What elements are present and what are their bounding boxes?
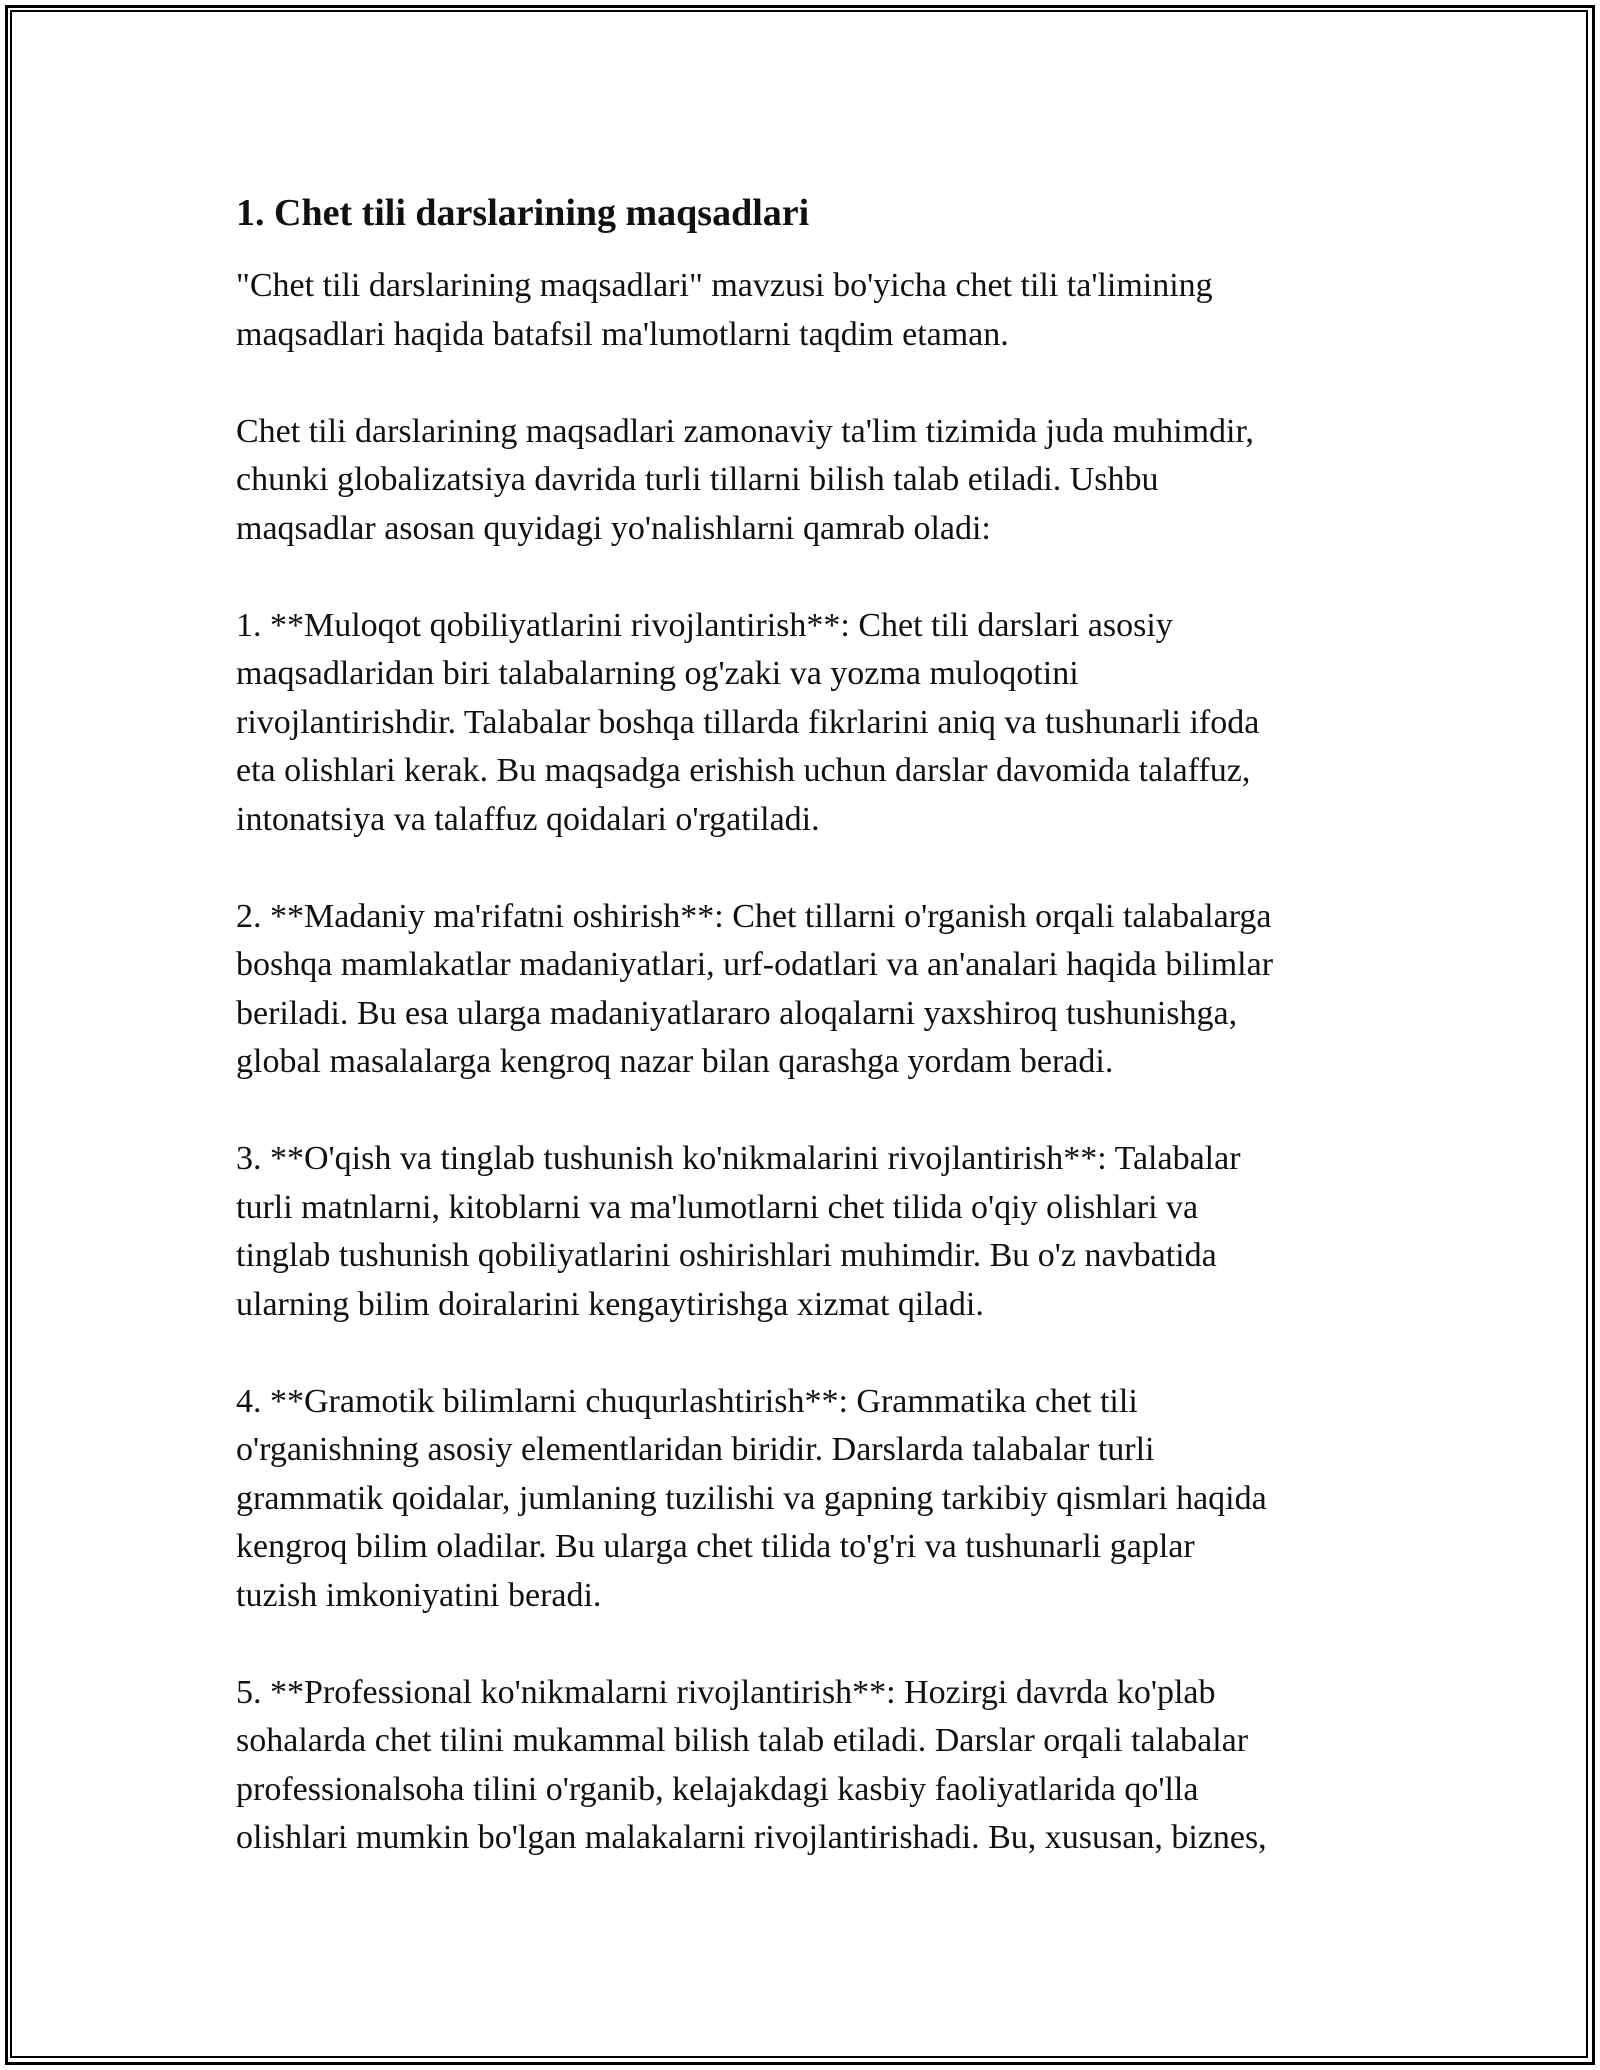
document-page: [236, 186, 1386, 1911]
paragraph-item-1: 1. **Muloqot qobiliyatlarini rivojlantirish**: Chet tili darslari asosiy maqsadlaridan biri talabalarning og'zaki va yozma muloqotini rivojlantirishdir. Talabalar boshqa tillarda fikrlarini aniq va tushunarli ifoda eta olishlari kerak. Bu maqsadga erishish uchun darslar davomida talaffuz, intonatsiya va talaffuz qoidalari o'rgatiladi.: [236, 606, 1260, 838]
document-title: 1. Chet tili darslarining maqsadlari: [236, 192, 810, 234]
paragraph-item-5: 5. **Professional ko'nikmalarni rivojlantirish**: Hozirgi davrda ko'plab sohalarda chet tilini mukammal bilish talab etiladi. Darslar orqali talabalar professionalsoha tilini o'rganib, kelajakdagi kasbiy faoliyatlarida qo'lla olishlari mumkin bo'lgan malakalarni rivojlantirishadi. Bu, xususan, biznes,: [236, 1673, 1267, 1856]
paragraph-item-2: 2. **Madaniy ma'rifatni oshirish**: Chet tillarni o'rganish orqali talabalarga boshqa mamlakatlar madaniyatlari, urf-odatlari va an'analari haqida bilimlar beriladi. Bu esa ularga madaniyatlararo aloqalarni yaxshiroq tushunishga, global masalalarga kengroq nazar bilan qarashga yordam beradi.: [236, 897, 1274, 1080]
paragraph-overview: Chet tili darslarining maqsadlari zamonaviy ta'lim tizimida juda muhimdir, chunki globalizatsiya davrida turli tillarni bilish talab etiladi. Ushbu maqsadlar asosan quyidagi yo'nalishlarni qamrab oladi:: [236, 412, 1254, 547]
paragraph-intro: "Chet tili darslarining maqsadlari" mavzusi bo'yicha chet tili ta'limining maqsadlari haqida batafsil ma'lumotlarni taqdim etaman.: [236, 267, 1213, 353]
paragraph-item-3: 3. **O'qish va tinglab tushunish ko'nikmalarini rivojlantirish**: Talabalar turli matnlarni, kitoblarni va ma'lumotlarni chet tilida o'qiy olishlari va tinglab tushunish qobiliyatlarini oshirishlari muhimdir. Bu o'z navbatida ularning bilim doiralarini kengaytirishga xizmat qiladi.: [236, 1140, 1241, 1323]
paragraph-item-4: 4. **Gramotik bilimlarni chuqurlashtirish**: Grammatika chet tili o'rganishning asosiy elementlaridan biridir. Darslarda talabalar turli grammatik qoidalar, jumlaning tuzilishi va gapning tarkibiy qismlari haqida kengroq bilim oladilar. Bu ularga chet tilida to'g'ri va tushunarli gaplar tuzish imkoniyatini beradi.: [236, 1382, 1267, 1614]
